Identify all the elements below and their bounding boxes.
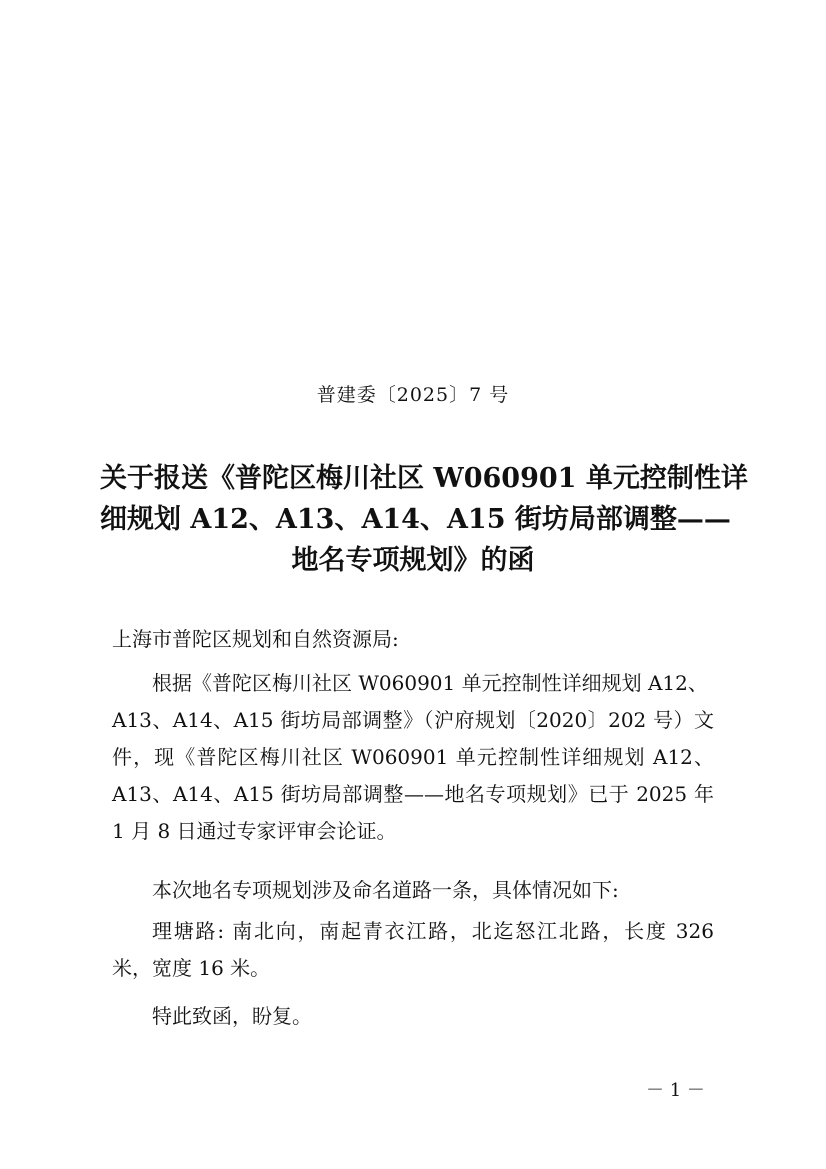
paragraph-basis — [112, 665, 714, 850]
document-title — [100, 458, 748, 581]
paragraph-line: 理塘路: 南北向，南起青衣江路，北迄怒江北路，长度 326 — [152, 919, 714, 943]
title-line-1: 关于报送《普陀区梅川社区 W060901 单元控制性详 — [100, 463, 748, 494]
salutation: 上海市普陀区规划和自然资源局: — [112, 627, 399, 651]
document-number: 普建委〔2025〕7 号 — [316, 384, 510, 406]
title-line-3: 地名专项规划》的函 — [291, 545, 535, 576]
paragraph-line: 本次地名专项规划涉及命名道路一条，具体情况如下: — [152, 878, 619, 902]
paragraph-line: 特此致函，盼复。 — [152, 1004, 312, 1028]
paragraph-line: A13、A14、A15 街坊局部调整》（沪府规划〔2020〕202 号）文 — [112, 708, 714, 732]
paragraph-line: 米，宽度 16 米。 — [112, 956, 271, 980]
paragraph-line: 1 月 8 日通过专家评审会论证。 — [112, 819, 397, 843]
title-line-2: 细规划 A12、A13、A14、A15 街坊局部调整—— — [100, 504, 731, 535]
paragraph-road-detail — [112, 913, 714, 987]
paragraph-line: A13、A14、A15 街坊局部调整——地名专项规划》已于 2025 年 — [112, 782, 714, 806]
page-number: － 1 － — [646, 1080, 705, 1101]
paragraph-overview — [112, 872, 714, 909]
paragraph-line: 件，现《普陀区梅川社区 W060901 单元控制性详细规划 A12、 — [112, 745, 714, 769]
closing-remark — [112, 998, 714, 1035]
paragraph-line: 根据《普陀区梅川社区 W060901 单元控制性详细规划 A12、 — [152, 671, 708, 695]
